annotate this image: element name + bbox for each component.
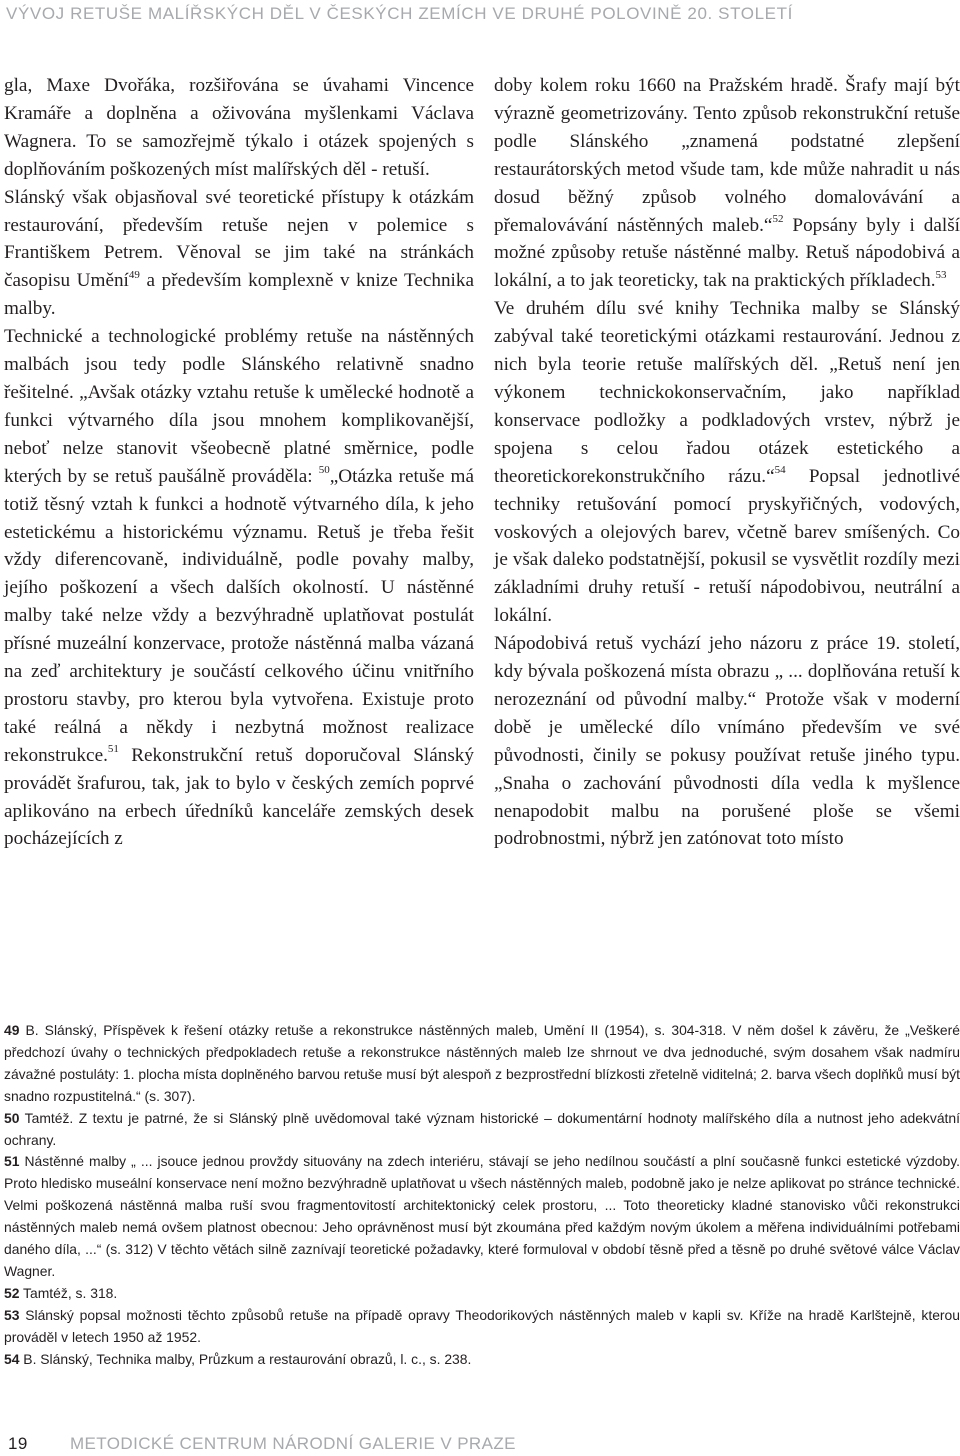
footer-institution: METODICKÉ CENTRUM NÁRODNÍ GALERIE V PRAZE [70,1434,516,1453]
paragraph-text: Slánský však objasňoval své teoretické přístupy k otázkám restaurování, především retuše nejen v polemice s Františkem Petrem. Věnoval se jim také na stránkách časopisu Umění [4,186,474,292]
footnote-number: 54 [4,1350,20,1367]
page-number: 19 [8,1434,28,1453]
footnote-text: Nástěnné malby „ ... jsouce jednou provždy situovány na zdech interiéru, stávají se jeho nedílnou součástí a plní současně funkci estetické výzdoby. Proto hledisko museální konservace není možno bezvýhradně uplatňovat u všech nástěnných maleb, podobně jako je nelze aplikovat po stránce technické. Velmi poškozená nástěnná malba ruší svou fragmentovitostí architektonický celek prostoru, ... Toto theoreticky kladné stanovisko vůči rekonstrukci nástěnných maleb nemá ovšem platnost obecnou: Jeho oprávněnost musí být zkoumána před každým novým úkolem a měřena individuálními potřebami daného díla, ...“ (s. 312) V těchto větách silně zaznívají teoretické požadavky, které formuloval v období těsně před a těsně po druhé světové válce Václav Wagner. [4,1153,960,1279]
footnote-ref[interactable]: 53 [935,268,947,281]
footnote-text: Slánský popsal možnosti těchto způsobů retuše na případě opravy Theodorikových nástěnných maleb v kapli sv. Kříže na hradě Karlštejně, kterou prováděl v letech 1950 až 1952. [4,1306,960,1345]
footnote-number: 52 [4,1284,20,1301]
paragraph [494,295,960,630]
running-header: VÝVOJ RETUŠE MALÍŘSKÝCH DĚL V ČESKÝCH ZEMÍCH VE DRUHÉ POLOVINĚ 20. STOLETÍ [6,4,793,23]
paragraph [4,184,474,324]
paragraph-text: Technické a technologické problémy retuše na nástěnných malbách jsou tedy podle Slánského relativně snadno řešitelné. „Avšak otázky vztahu retuše k umělecké hodnotě a funkci výtvarného díla jsou mnohem komplikovanější, neboť nelze stanovit všeobecně platné směrnice, podle kterých by se retuš paušálně prováděla: [4,326,474,487]
footnote-text: B. Slánský, Příspěvek k řešení otázky retuše a rekonstrukce nástěnných maleb, Umění II (1954), s. 304-318. V něm došel k závěru, že „Veškeré předchozí úvahy o technických předpokladech retuše a rekonstrukce nástěnných maleb lze shrnout ve dva jednoduché, svým dosahem však nadmíru závažné postuláty: 1. plocha místa doplněného barvou retuše musí být alespoň z bezprostřední blízkosti zřetelně viditelná; 2. barva všech doplňků musí být snadno rozpustitelná.“ (s. 307). [4,1022,960,1104]
footnote [4,1349,960,1371]
paragraph-text: Nápodobivá retuš vychází jeho názoru z práce 19. století, kdy bývala poškozená místa obrazu „ ... doplňována retuší k nerozeznání od původní malby.“ Protože však v moderní době je umělecké dílo vnímáno především ve své původnosti, činily se pokusy používat retuše jiného typu. „Snaha o zachování původnosti díla vedla k myšlence nenapodobit malbu na porušené ploše se všemi podrobnostmi, nýbrž jen zatónovat toto místo [494,633,960,850]
paragraph-text: Popsány byly i další možné způsoby retuše nástěnné malby. Retuš nápodobivá a lokální, a to jak teoreticky, tak na praktických příkladech. [494,214,960,292]
footnote-number: 50 [4,1109,20,1126]
paragraph-text: Rekonstrukční retuš doporučoval Slánský provádět šrafurou, tak, jak to bylo v českých zemích poprvé aplikováno na erbech úředníků kanceláře zemských desek pocházejících z [4,744,474,850]
paragraph-text: gla, Maxe Dvořáka, rozšiřována se úvahami Vincence Kramáře a doplněna a oživována myšlenkami Václava Wagnera. To se samozřejmě týkalo i otázek spojených s doplňováním poškozených míst malířských děl - retuší. [4,75,474,180]
footnote [4,1108,960,1152]
footnote-text: Tamtéž. Z textu je patrné, že si Slánský plně uvědomoval také význam historické – dokumentární hodnoty malířského díla a nutnost jeho adekvátní ochrany. [4,1109,960,1148]
footnote-number: 49 [4,1022,20,1038]
footnote-ref[interactable]: 50 [318,464,330,477]
paragraph-text: Ve druhém dílu své knihy Technika malby se Slánský zabýval také teoretickými otázkami restaurování. Jednou z nich byla teorie retuše malířských děl. „Retuš není jen výkonem technickokonservačním, jako například konservace podložky a podkladových vrstev, nýbrž je spojena s celou řadou otázek estetického a theoretickorekonstrukčního rázu.“ [494,298,960,487]
left-column [4,72,474,853]
right-column [494,72,960,853]
footnote [4,1283,960,1305]
paragraph [4,72,474,184]
footnote-text: Tamtéž, s. 318. [19,1284,118,1301]
footnote [4,1305,960,1349]
footnote-number: 53 [4,1306,20,1323]
paragraph-text: Popsal jednotlivé techniky retušování pomocí pryskyřičných, vodových, voskových a olejových barev, včetně barev smíšených. Co je však daleko podstatnější, pokusil se vysvětlit rozdíly mezi základními druhy retuší - retuší nápodobivou, neutrální a lokální. [494,465,960,627]
paragraph-text: „Otázka retuše má totiž těsný vztah k funkci a hodnotě výtvarného díla, k jeho estetickému a historickému významu. Retuš je třeba řešit vždy diferencovaně, individuálně, podle povahy malby, jejího poškození a všech dalších okolností. U nástěnné malby také nelze vždy a bezvýhradně uplatňovat postulát přísné muzeální konzervace, protože nástěnná malba vázaná na zeď architektury je součástí celkového účinu vnitřního prostoru stavby, pro kterou byla vytvořena. Existuje proto také reálná a někdy i nezbytná možnost realizace rekonstrukce. [4,465,474,766]
footnote-ref[interactable]: 49 [128,268,140,281]
footnote-number: 51 [4,1153,20,1170]
footnote-ref[interactable]: 54 [774,464,786,477]
footnote [4,1151,960,1282]
paragraph [4,323,474,853]
paragraph [494,630,960,853]
paragraph [494,72,960,295]
paragraph-text: doby kolem roku 1660 na Pražském hradě. Šrafy mají být výrazně geometrizovány. Tento způsob rekonstrukční retuše podle Slánského „znamená podstatné zlepšení restaurátorských metod všude tam, kde může nahradit u nás dosud běžný způsob volného domalovávání a přemalovávání nástěnných maleb.“ [494,75,960,236]
paragraph-text: a především komplexně v knize Technika malby. [4,270,474,320]
footnote-ref[interactable]: 51 [107,743,119,756]
footnotes [4,1020,960,1371]
footnote-ref[interactable]: 52 [772,213,784,226]
footnote [4,1020,960,1108]
page-footer [8,1434,516,1454]
footnote-text: B. Slánský, Technika malby, Průzkum a restaurování obrazů, l. c., s. 238. [19,1350,472,1367]
